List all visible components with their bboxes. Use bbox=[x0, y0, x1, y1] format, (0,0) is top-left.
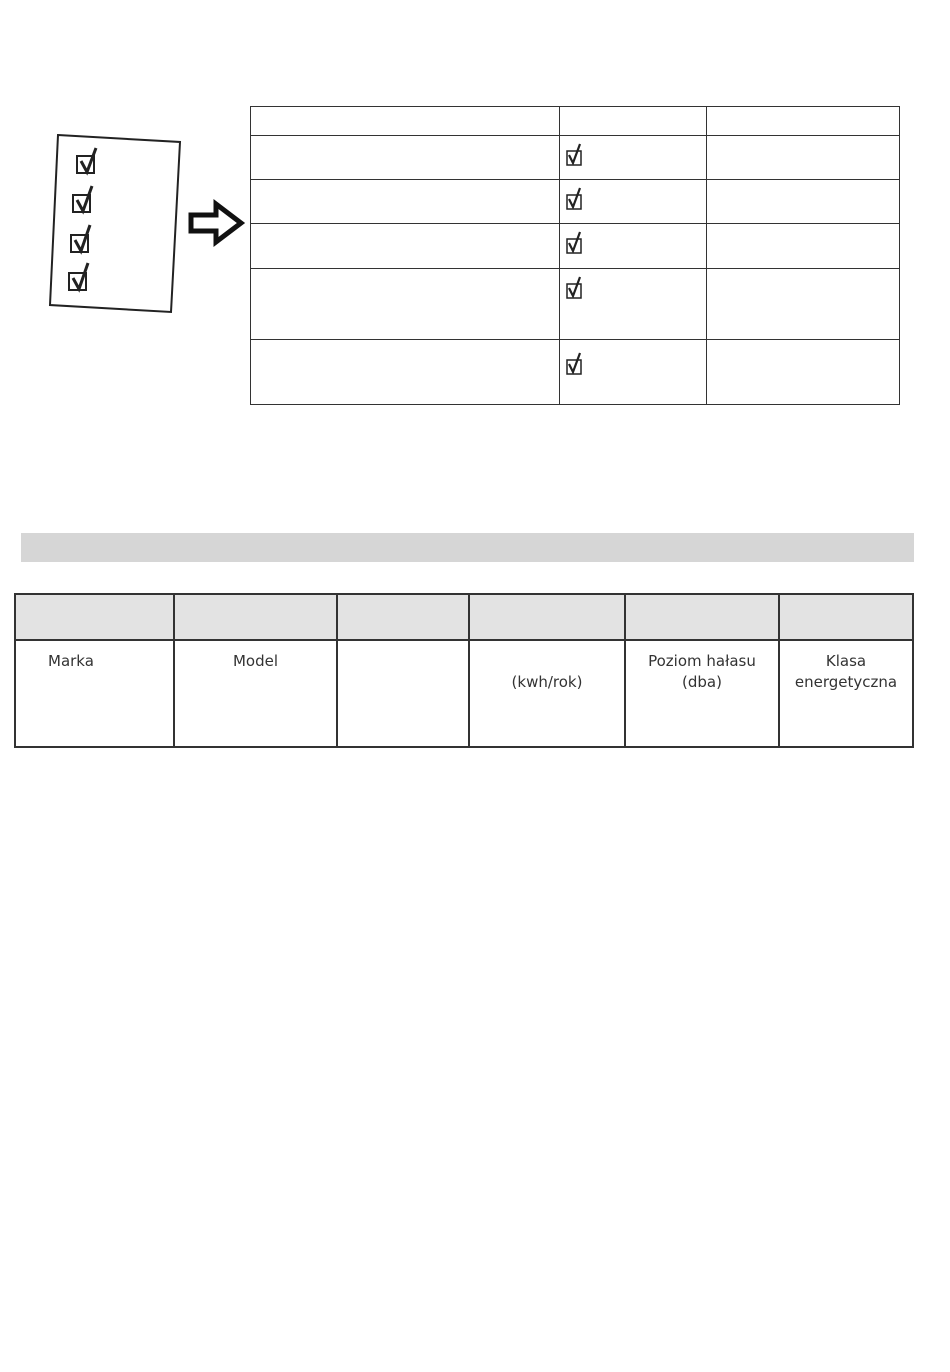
table-row bbox=[251, 340, 900, 405]
table-header-row bbox=[15, 594, 913, 640]
table-cell bbox=[251, 136, 560, 180]
checked-box-icon bbox=[566, 143, 586, 167]
table-cell bbox=[560, 340, 707, 405]
table-row bbox=[251, 224, 900, 269]
checked-box-icon bbox=[566, 231, 586, 255]
checked-box-icon bbox=[566, 352, 586, 376]
section-band bbox=[21, 533, 914, 562]
table-cell bbox=[707, 269, 900, 340]
table-cell bbox=[251, 269, 560, 340]
checked-box-icon bbox=[566, 187, 586, 211]
table-row bbox=[251, 107, 900, 136]
table-cell bbox=[251, 224, 560, 269]
table-cell bbox=[251, 180, 560, 224]
header-cell bbox=[174, 594, 337, 640]
table-cell bbox=[707, 224, 900, 269]
header-cell bbox=[337, 594, 469, 640]
table-cell bbox=[707, 136, 900, 180]
noise-level-cell bbox=[625, 640, 779, 747]
header-cell bbox=[469, 594, 625, 640]
table-cell bbox=[707, 180, 900, 224]
checklist-clipboard-icon bbox=[40, 128, 190, 323]
checklist-table bbox=[250, 106, 900, 405]
header-cell bbox=[625, 594, 779, 640]
table-cell bbox=[707, 340, 900, 405]
table-row bbox=[251, 136, 900, 180]
energy-class-label-1: Klasa bbox=[825, 652, 867, 670]
table-row bbox=[251, 180, 900, 224]
noise-level-unit: (dba) bbox=[682, 673, 722, 691]
table-cell bbox=[560, 180, 707, 224]
table-cell bbox=[251, 107, 560, 136]
table-cell bbox=[251, 340, 560, 405]
right-arrow-icon bbox=[186, 198, 248, 248]
table-cell bbox=[560, 136, 707, 180]
table-cell bbox=[560, 107, 707, 136]
table-row bbox=[15, 640, 913, 747]
table-cell bbox=[707, 107, 900, 136]
brand-cell: Marka bbox=[15, 640, 174, 747]
model-cell: Model bbox=[174, 640, 337, 747]
header-cell bbox=[779, 594, 913, 640]
table-cell bbox=[560, 224, 707, 269]
table-row bbox=[251, 269, 900, 340]
energy-class-cell bbox=[779, 640, 913, 747]
checked-box-icon bbox=[566, 276, 586, 300]
blank-cell bbox=[337, 640, 469, 747]
noise-level-label: Poziom hałasu bbox=[648, 652, 756, 670]
table-cell bbox=[560, 269, 707, 340]
energy-unit-cell: (kwh/rok) bbox=[469, 640, 625, 747]
header-cell bbox=[15, 594, 174, 640]
product-table bbox=[14, 593, 914, 748]
energy-class-label-2: energetyczna bbox=[794, 673, 898, 691]
